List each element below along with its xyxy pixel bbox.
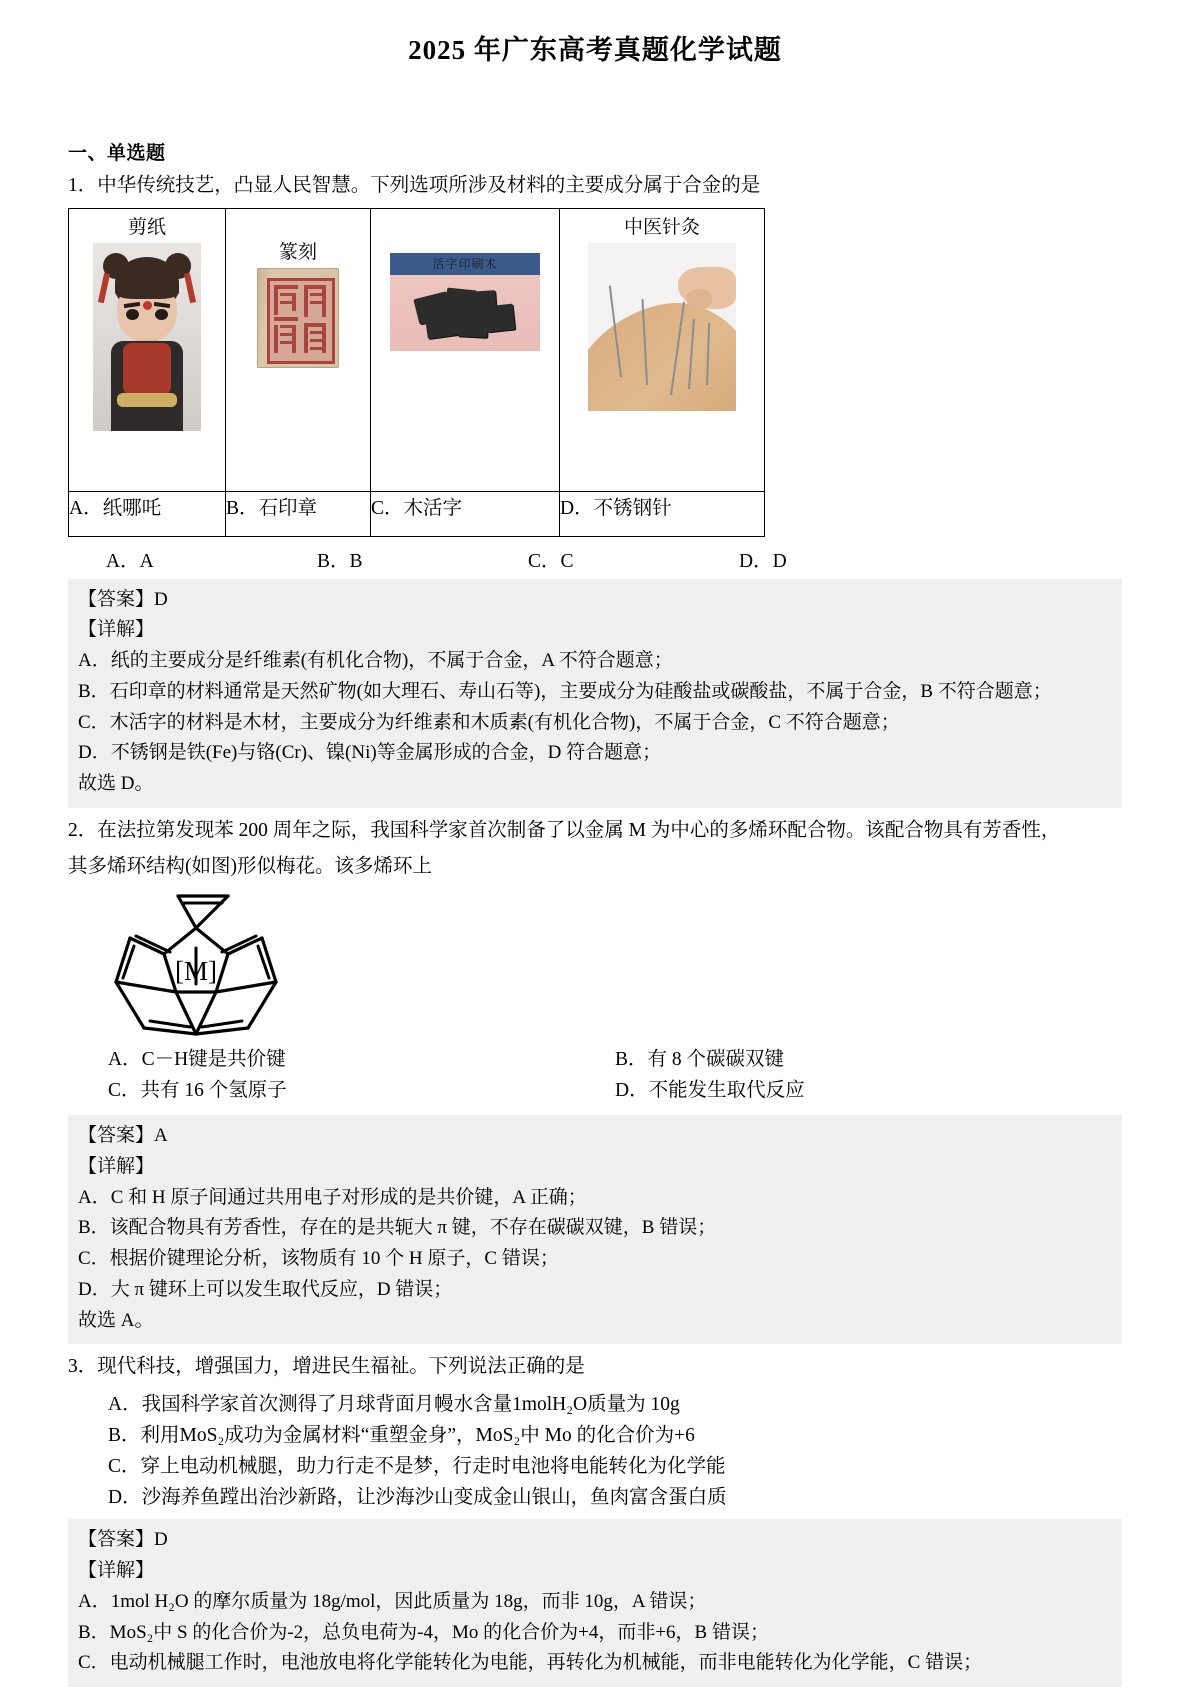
q2-detail-d: D．大 π 键环上可以发生取代反应，D 错误； xyxy=(78,1278,453,1300)
page-title: 2025 年广东高考真题化学试题 xyxy=(408,35,782,65)
q1-answer-value: D xyxy=(154,588,168,610)
question-1-answer-block xyxy=(68,579,1122,808)
question-3-stem: 3．现代科技，增强国力，增进民生福祉。下列说法正确的是 xyxy=(68,1356,585,1378)
movable-type-image xyxy=(390,253,540,351)
question-3-choices xyxy=(68,1389,1122,1514)
option-label-a: A．纸哪吒 xyxy=(69,491,226,536)
table-row-labels xyxy=(69,491,765,536)
q1-detail-conclusion: 故选 D。 xyxy=(78,773,154,795)
papercut-nezha-image xyxy=(93,243,201,431)
q3-choice-d[interactable]: D．沙海养鱼蹚出治沙新路，让沙海沙山变成金山银山，鱼肉富含蛋白质 xyxy=(108,1487,727,1509)
q3-answer-line xyxy=(78,1525,1112,1556)
option-label-b: B．石印章 xyxy=(226,491,371,536)
q3-choice-c[interactable]: C．穿上电动机械腿，助力行走不是梦，行走时电池将电能转化为化学能 xyxy=(108,1455,726,1477)
q1-choice-b[interactable]: B．B xyxy=(317,550,363,572)
metal-center-label: [M] xyxy=(175,956,217,987)
q3-choice-b[interactable]: B．利用MoS₂成功为金属材料“重塑金身”，MoS₂中 Mo 的化合价为+6 xyxy=(108,1424,695,1446)
question-1-stem: 1．中华传统技艺，凸显人民智慧。下列选项所涉及材料的主要成分属于合金的是 xyxy=(68,175,761,197)
q3-answer-label: 【答案】 xyxy=(78,1529,155,1551)
question-1-option-table xyxy=(68,208,765,537)
question-2-choices xyxy=(68,1045,1122,1107)
q1-answer-label: 【答案】 xyxy=(78,588,155,610)
stone-seal-image xyxy=(257,268,339,368)
q2-detail-label: 【详解】 xyxy=(78,1155,155,1177)
q2-answer-line xyxy=(78,1121,1112,1152)
q1-detail-d: D．不锈钢是铁(Fe)与铬(Cr)、镍(Ni)等金属形成的合金，D 符合题意； xyxy=(78,742,662,764)
question-2-answer-block xyxy=(68,1115,1122,1344)
q2-answer-label: 【答案】 xyxy=(78,1125,155,1146)
q2-choice-b[interactable]: B．有 8 个碳碳双键 xyxy=(615,1049,785,1071)
q1-detail-c: C．木活字的材料是木材，主要成分为纤维素和木质素(有机化合物)，不属于合金，C 不符合题意； xyxy=(78,711,900,733)
question-2-stem-line2: 其多烯环结构(如图)形似梅花。该多烯环上 xyxy=(68,856,432,878)
q2-choice-c[interactable]: C．共有 16 个氢原子 xyxy=(108,1080,287,1102)
q1-choice-a[interactable]: A．A xyxy=(106,550,154,572)
q3-detail-label: 【详解】 xyxy=(78,1560,155,1582)
option-cell-a[interactable] xyxy=(69,208,226,491)
section-heading: 一、单选题 xyxy=(68,143,166,165)
q1-answer-line xyxy=(78,585,1112,616)
question-3-answer-block xyxy=(68,1519,1122,1687)
question-2-stem-line1: 2．在法拉第发现苯 200 周年之际，我国科学家首次制备了以金属 M 为中心的多烯环配合物。该配合物具有芳香性， xyxy=(68,819,1061,841)
q2-answer-value: A xyxy=(154,1125,168,1146)
document-content xyxy=(0,138,1190,1687)
option-cell-b[interactable] xyxy=(226,208,371,491)
acupuncture-image xyxy=(588,243,736,411)
question-1-choices xyxy=(68,545,1122,573)
option-cell-c[interactable] xyxy=(371,208,560,491)
polyene-ring-structure-icon xyxy=(86,888,306,1040)
option-label-d: D．不锈钢针 xyxy=(560,491,765,536)
question-2-structure-figure xyxy=(86,888,1122,1045)
option-label-c: C．木活字 xyxy=(371,491,560,536)
q2-detail-c: C．根据价键理论分析，该物质有 10 个 H 原子，C 错误； xyxy=(78,1248,559,1270)
table-row-images xyxy=(69,208,765,491)
q3-detail-a: A．1mol H₂O 的摩尔质量为 18g/mol，因此质量为 18g，而非 10g，A 错误； xyxy=(78,1590,707,1612)
q1-detail-a: A．纸的主要成分是纤维素(有机化合物)，不属于合金，A 不符合题意； xyxy=(78,650,673,672)
q3-choice-a[interactable]: A．我国科学家首次测得了月球背面月幔水含量1molH₂O质量为 10g xyxy=(108,1393,680,1415)
q1-detail-b: B．石印章的材料通常是天然矿物(如大理石、寿山石等)，主要成分为硅酸盐或碳酸盐，不属于合金，B 不符合题意； xyxy=(78,680,1052,702)
q1-choice-c[interactable]: C．C xyxy=(528,550,574,572)
q2-choice-a[interactable]: A．C－H键是共价键 xyxy=(108,1049,286,1071)
q2-choice-d[interactable]: D．不能发生取代反应 xyxy=(615,1080,805,1102)
q3-detail-c: C．电动机械腿工作时，电池放电将化学能转化为电能，再转化为机械能，而非电能转化为化学能，C 错误； xyxy=(78,1652,983,1674)
q1-detail-label: 【详解】 xyxy=(78,619,155,641)
q2-detail-conclusion: 故选 A。 xyxy=(78,1309,154,1331)
q3-answer-value: D xyxy=(154,1529,168,1551)
caption-acupuncture: 中医针灸 xyxy=(623,216,700,238)
caption-seal-carving: 篆刻 xyxy=(278,241,317,263)
q1-choice-d[interactable]: D．D xyxy=(739,550,787,572)
q3-detail-b: B．MoS₂中 S 的化合价为-2，总负电荷为-4，Mo 的化合价为+4，而非+6，B 错误； xyxy=(78,1621,769,1643)
option-cell-d[interactable] xyxy=(560,208,765,491)
q2-detail-a: A．C 和 H 原子间通过共用电子对形成的是共价键，A 正确； xyxy=(78,1186,587,1208)
q2-detail-b: B．该配合物具有芳香性，存在的是共轭大 π 键，不存在碳碳双键，B 错误； xyxy=(78,1217,717,1239)
caption-movable-type: 活字印刷术 xyxy=(432,256,498,271)
caption-papercut: 剪纸 xyxy=(127,216,166,238)
